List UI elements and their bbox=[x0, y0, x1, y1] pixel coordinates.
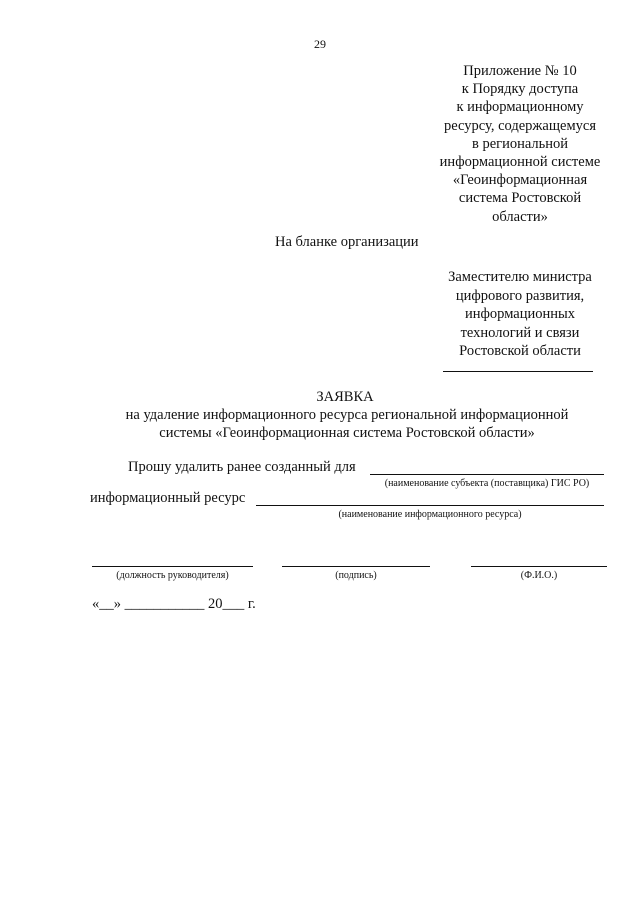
page-number: 29 bbox=[314, 37, 326, 51]
appendix-line: «Геоинформационная bbox=[452, 172, 588, 189]
addressee-line: цифрового развития, bbox=[455, 287, 585, 304]
subject-caption: (наименование субъекта (поставщика) ГИС РО) bbox=[384, 478, 590, 489]
signature-caption: (подпись) bbox=[335, 570, 377, 581]
position-caption: (должность руководителя) bbox=[116, 570, 229, 581]
appendix-line: система Ростовской bbox=[458, 190, 582, 207]
request-subtitle bbox=[97, 407, 597, 442]
appendix-heading bbox=[420, 62, 620, 226]
name-fill-line[interactable] bbox=[471, 566, 607, 567]
resource-caption: (наименование информационного ресурса) bbox=[338, 509, 522, 520]
addressee-line: Ростовской области bbox=[459, 343, 581, 360]
request-text: Прошу удалить ранее созданный для bbox=[128, 459, 356, 475]
subject-fill-line[interactable] bbox=[370, 474, 604, 475]
date-line: «__» ___________ 20___ г. bbox=[92, 596, 256, 612]
appendix-line: Приложение № 10 bbox=[463, 63, 577, 79]
letterhead-note: На бланке организации bbox=[275, 234, 419, 250]
resource-text: информационный ресурс bbox=[90, 490, 246, 506]
appendix-line: к Порядку доступа bbox=[461, 81, 579, 98]
addressee-blank-line bbox=[443, 371, 593, 372]
request-subtitle-line: на удаление информационного ресурса региональной информационной bbox=[125, 407, 569, 423]
appendix-line: области» bbox=[492, 208, 548, 225]
request-subtitle-line: системы «Геоинформационная система Ростовской области» bbox=[159, 424, 535, 441]
addressee-block bbox=[430, 268, 610, 361]
position-fill-line[interactable] bbox=[92, 566, 253, 567]
resource-fill-line[interactable] bbox=[256, 505, 604, 506]
appendix-line: в региональной bbox=[471, 135, 569, 152]
appendix-line: к информационному bbox=[456, 99, 584, 116]
addressee-line: Заместителю министра bbox=[448, 269, 592, 285]
appendix-line: ресурсу, содержащемуся bbox=[443, 117, 596, 134]
appendix-line: информационной системе bbox=[439, 154, 601, 171]
name-caption: (Ф.И.О.) bbox=[520, 570, 558, 581]
request-title: ЗАЯВКА bbox=[316, 389, 374, 405]
signature-fill-line[interactable] bbox=[282, 566, 430, 567]
addressee-line: информационных bbox=[465, 306, 575, 323]
addressee-line: технологий и связи bbox=[460, 324, 580, 341]
